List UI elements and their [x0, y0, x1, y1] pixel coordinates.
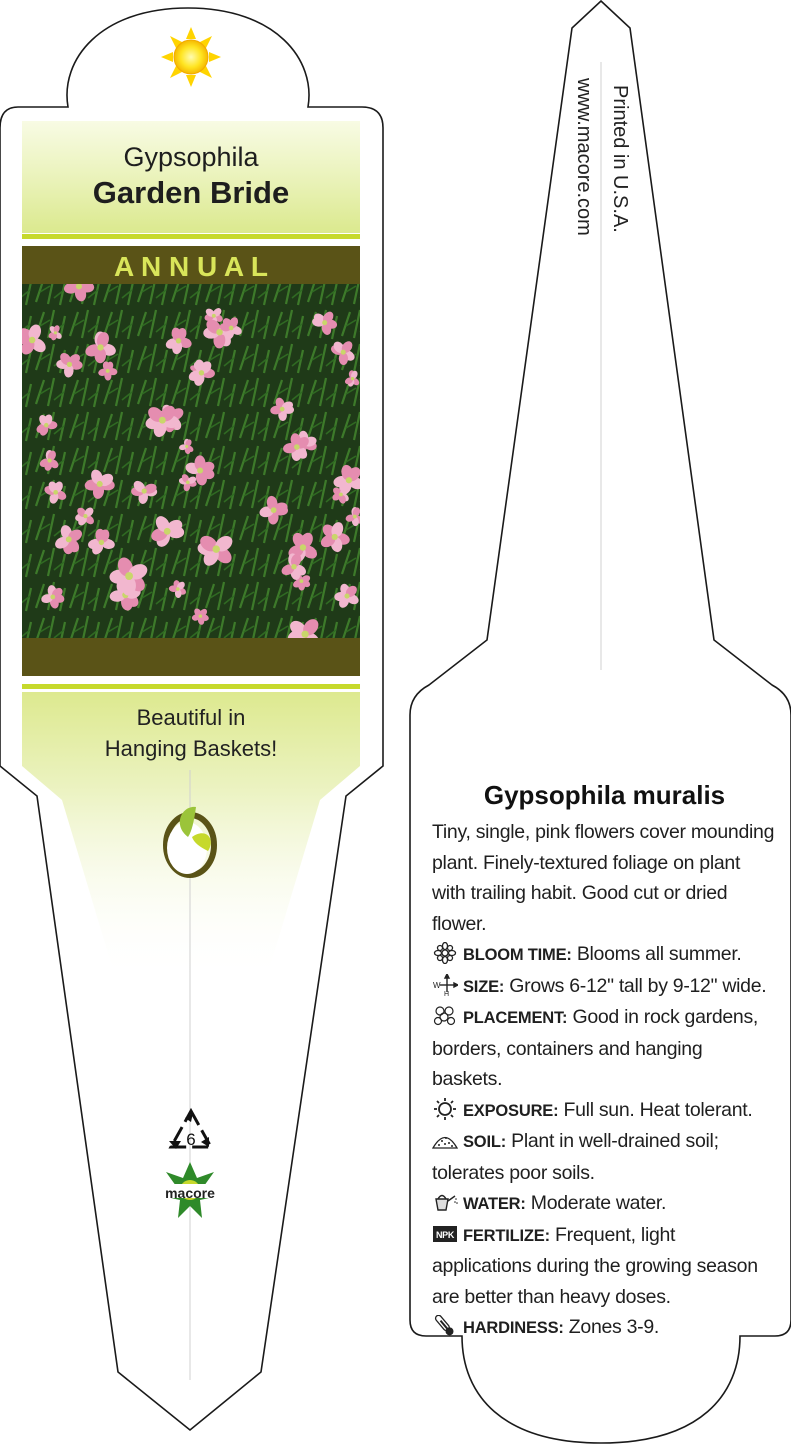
attribute-row — [432, 1095, 777, 1127]
attribute-value: Grows 6-12" tall by 9-12" wide. — [504, 974, 767, 997]
attribute-list — [432, 939, 777, 1344]
thermometer-icon — [432, 1315, 458, 1337]
botanical-name: Gypsophila muralis — [483, 780, 726, 810]
attribute-value: Zones 3-9. — [563, 1316, 660, 1338]
npk-fertilizer-icon — [432, 1223, 458, 1245]
attribute-row — [432, 971, 777, 1003]
attribute-value: Good in rock gardens, borders, containers and hanging baskets. — [432, 1006, 759, 1090]
tagline-line-2: Hanging Baskets! — [104, 736, 278, 761]
bloom-flower-icon — [432, 942, 458, 964]
plant-photo — [15, 270, 365, 652]
attribute-value: Frequent, light applications during the growing season are better than heavy doses. — [432, 1223, 758, 1308]
printed-in-usa: Printed in U.S.A. — [609, 85, 631, 233]
recycle-number: 6 — [186, 1130, 196, 1149]
annual-label: A N N U A L — [114, 251, 268, 282]
attribute-value: Blooms all summer. — [571, 943, 742, 965]
website-url: www.macore.com — [573, 78, 595, 236]
soil-mound-icon — [432, 1129, 458, 1151]
attribute-label: EXPOSURE: — [463, 1101, 559, 1120]
care-info — [432, 780, 777, 1344]
placement-plants-icon — [432, 1005, 458, 1027]
attribute-label: WATER: — [463, 1195, 526, 1213]
attribute-value: Full sun. Heat tolerant. — [558, 1098, 753, 1121]
brand-name: macore — [165, 1185, 215, 1201]
accent-line-top — [22, 234, 360, 239]
full-sun-icon — [161, 27, 221, 87]
attribute-label: FERTILIZE: — [463, 1226, 550, 1245]
attribute-value: Plant in well-drained soil; tolerates poor soils. — [432, 1130, 719, 1184]
plant-genus: Gypsophila — [123, 142, 259, 172]
attribute-row — [432, 1126, 777, 1188]
attribute-label: PLACEMENT: — [463, 1009, 568, 1027]
tagline-line-1: Beautiful in — [136, 705, 246, 730]
attribute-label: BLOOM TIME: — [463, 946, 572, 964]
attribute-row — [432, 1220, 777, 1313]
svg-text:NPK: NPK — [435, 1229, 455, 1240]
attribute-label: SIZE: — [463, 977, 505, 996]
attribute-row — [432, 939, 777, 971]
exposure-sun-icon — [432, 1098, 458, 1120]
size-arrows-icon — [432, 974, 458, 996]
attribute-row — [432, 1188, 777, 1220]
plant-cultivar: Garden Bride — [92, 175, 290, 210]
attribute-label: SOIL: — [463, 1133, 506, 1151]
accent-line-bottom — [22, 684, 360, 689]
watering-can-icon — [432, 1191, 458, 1213]
svg-text:W: W — [433, 980, 441, 990]
attribute-row — [432, 1002, 777, 1095]
plant-description: Tiny, single, pink flowers cover mounding plant. Finely-textured foliage on plant with trailing habit. Good cut or dried flower. — [432, 821, 775, 935]
photo-bottom-band — [22, 638, 360, 676]
attribute-row — [432, 1312, 777, 1344]
svg-text:H: H — [444, 990, 449, 996]
attribute-label: HARDINESS: — [463, 1319, 564, 1337]
attribute-value: Moderate water. — [525, 1192, 667, 1214]
